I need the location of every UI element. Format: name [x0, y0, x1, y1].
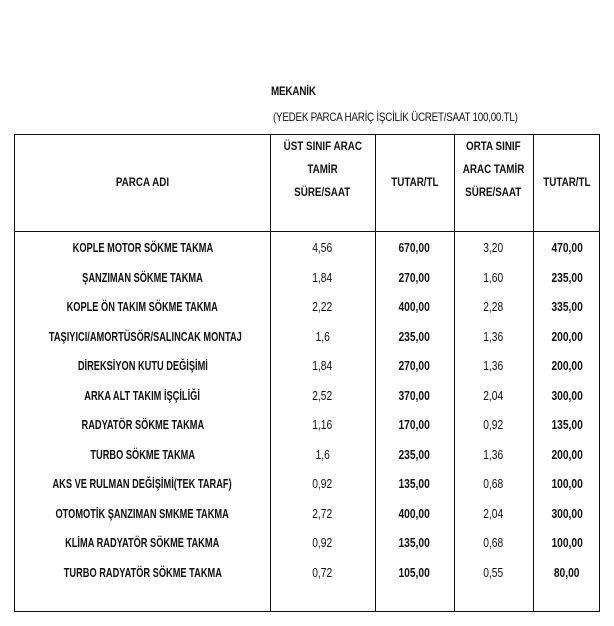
mid-class-time-cell: [454, 413, 533, 437]
upper-class-amount-cell: [375, 472, 454, 496]
upper-class-amount-cell-text: 400,00: [398, 506, 431, 521]
header-upper-class-time: ÜST SINIF ARAC TAMİR SÜRE/SAAT: [283, 139, 362, 199]
mid-class-amount-cell: [533, 443, 601, 467]
mid-class-time-cell-text: 1,36: [483, 329, 504, 344]
upper-class-time-cell: [270, 325, 375, 349]
mid-class-time-cell: [454, 236, 533, 260]
mid-class-amount-cell-text: 235,00: [551, 270, 583, 285]
page-subtitle: (YEDEK PARCA HARİÇ İŞCİLİK ÜCRET/SAAT 100,00.TL): [273, 110, 518, 124]
upper-class-time-cell: [270, 443, 375, 467]
upper-class-time-cell-text: 0,72: [312, 565, 333, 580]
header-upper-class-amount: TUTAR/TL: [390, 175, 439, 189]
part-name-cell: [15, 384, 270, 408]
table-row: [15, 266, 601, 290]
upper-class-time-cell-text: 1,6: [315, 447, 330, 462]
part-name-cell: [15, 502, 270, 526]
upper-class-time-cell: [270, 384, 375, 408]
mid-class-time-cell-text: 0,55: [483, 565, 504, 580]
mid-class-amount-cell-text: 100,00: [551, 536, 583, 550]
upper-class-time-cell: [270, 354, 375, 378]
page-title: MEKANİK: [271, 84, 316, 98]
upper-class-amount-cell-text: 135,00: [398, 477, 431, 491]
part-name-cell-text: KLİMA RADYATÖR SÖKME TAKMA: [65, 536, 220, 550]
upper-class-time-cell-text: 1,84: [312, 359, 333, 373]
upper-class-time-cell-text: 0,92: [312, 477, 333, 491]
table-row: [15, 502, 601, 526]
part-name-cell-text: TAŞIYICI/AMORTÜSÖR/SALINCAK MONTAJ: [48, 329, 242, 344]
mid-class-time-cell: [454, 354, 533, 378]
part-name-cell-text: OTOMOTİK ŞANZIMAN SMKME TAKMA: [55, 506, 230, 521]
upper-class-amount-cell-text: 235,00: [398, 329, 431, 344]
mid-class-time-cell: [454, 295, 533, 319]
mid-class-amount-cell-text: 200,00: [551, 329, 583, 344]
mid-class-amount-cell: [533, 266, 601, 290]
mid-class-time-cell-text: 2,04: [483, 506, 504, 521]
mid-class-amount-cell: [533, 384, 601, 408]
upper-class-time-cell: [270, 413, 375, 437]
upper-class-amount-cell-text: 235,00: [398, 447, 431, 462]
mid-class-time-cell: [454, 266, 533, 290]
mid-class-amount-cell: [533, 236, 601, 260]
upper-class-time-cell-text: 2,72: [312, 506, 333, 521]
table-row: [15, 413, 601, 437]
mid-class-amount-cell-text: 335,00: [551, 300, 583, 314]
upper-class-time-cell-text: 1,6: [315, 329, 330, 344]
mid-class-time-cell: [454, 384, 533, 408]
upper-class-amount-cell-text: 135,00: [398, 536, 431, 550]
upper-class-amount-cell: [375, 561, 454, 585]
mid-class-time-cell: [454, 325, 533, 349]
part-name-cell-text: ŞANZIMAN SÖKME TAKMA: [82, 270, 203, 285]
upper-class-amount-cell: [375, 502, 454, 526]
table-row: [15, 472, 601, 496]
part-name-cell: [15, 236, 270, 260]
part-name-cell-text: TURBO RADYATÖR SÖKME TAKMA: [63, 565, 222, 580]
upper-class-amount-cell-text: 270,00: [398, 270, 431, 285]
mid-class-amount-cell-text: 470,00: [551, 241, 583, 255]
part-name-cell-text: KOPLE ÖN TAKIM SÖKME TAKMA: [66, 300, 219, 314]
part-name-cell-text: DİREKSİYON KUTU DEĞİŞİMİ: [77, 359, 208, 373]
mid-class-amount-cell: [533, 531, 601, 555]
header-divider: [15, 231, 599, 232]
upper-class-time-cell-text: 2,52: [312, 388, 333, 403]
upper-class-amount-cell: [375, 325, 454, 349]
mid-class-time-cell-text: 1,36: [483, 359, 504, 373]
mid-class-time-cell-text: 0,92: [483, 418, 504, 432]
mid-class-time-cell-text: 3,20: [483, 241, 504, 255]
mid-class-amount-cell: [533, 354, 601, 378]
table-row: [15, 354, 601, 378]
mid-class-time-cell: [454, 561, 533, 585]
upper-class-amount-cell-text: 670,00: [398, 241, 431, 255]
upper-class-time-cell-text: 2,22: [312, 300, 333, 314]
mid-class-amount-cell-text: 200,00: [551, 447, 583, 462]
part-name-cell: [15, 413, 270, 437]
upper-class-amount-cell: [375, 236, 454, 260]
table-row: [15, 236, 601, 260]
table-row: [15, 325, 601, 349]
upper-class-amount-cell-text: 400,00: [398, 300, 431, 314]
mid-class-amount-cell-text: 300,00: [551, 506, 583, 521]
mid-class-time-cell-text: 0,68: [483, 477, 504, 491]
upper-class-time-cell: [270, 531, 375, 555]
part-name-cell-text: KOPLE MOTOR SÖKME TAKMA: [72, 241, 213, 255]
upper-class-amount-cell: [375, 413, 454, 437]
mid-class-amount-cell-text: 300,00: [551, 388, 583, 403]
part-name-cell-text: RADYATÖR SÖKME TAKMA: [81, 418, 204, 432]
upper-class-amount-cell-text: 105,00: [398, 565, 431, 580]
upper-class-time-cell-text: 1,84: [312, 270, 333, 285]
upper-class-time-cell-text: 0,92: [312, 536, 333, 550]
part-name-cell-text: AKS VE RULMAN DEĞİŞİMİ(TEK TARAF): [52, 477, 233, 491]
mid-class-amount-cell: [533, 472, 601, 496]
upper-class-amount-cell: [375, 266, 454, 290]
mid-class-time-cell-text: 1,60: [483, 270, 504, 285]
part-name-cell: [15, 295, 270, 319]
upper-class-time-cell: [270, 561, 375, 585]
part-name-cell: [15, 443, 270, 467]
mid-class-time-cell: [454, 472, 533, 496]
mid-class-time-cell-text: 2,28: [483, 300, 504, 314]
part-name-cell: [15, 325, 270, 349]
upper-class-amount-cell: [375, 531, 454, 555]
mid-class-amount-cell-text: 135,00: [551, 418, 583, 432]
part-name-cell: [15, 472, 270, 496]
mid-class-amount-cell-text: 100,00: [551, 477, 583, 491]
mid-class-time-cell-text: 2,04: [483, 388, 504, 403]
upper-class-amount-cell-text: 170,00: [398, 418, 431, 432]
labor-price-table: [14, 134, 600, 612]
upper-class-time-cell: [270, 472, 375, 496]
header-mid-class-amount: TUTAR/TL: [543, 175, 591, 189]
mid-class-time-cell: [454, 531, 533, 555]
table-row: [15, 384, 601, 408]
upper-class-time-cell: [270, 502, 375, 526]
upper-class-time-cell-text: 1,16: [312, 418, 333, 432]
upper-class-amount-cell: [375, 354, 454, 378]
upper-class-time-cell: [270, 295, 375, 319]
table-row: [15, 295, 601, 319]
table-row: [15, 531, 601, 555]
part-name-cell: [15, 354, 270, 378]
upper-class-time-cell: [270, 236, 375, 260]
upper-class-amount-cell-text: 270,00: [398, 359, 431, 373]
mid-class-time-cell-text: 0,68: [483, 536, 504, 550]
part-name-cell-text: TURBO SÖKME TAKMA: [90, 447, 195, 462]
header-part-name: PARCA ADI: [115, 175, 170, 189]
table-row: [15, 443, 601, 467]
upper-class-amount-cell: [375, 443, 454, 467]
part-name-cell: [15, 561, 270, 585]
mid-class-time-cell: [454, 502, 533, 526]
mid-class-amount-cell: [533, 502, 601, 526]
table-row: [15, 561, 601, 585]
upper-class-amount-cell: [375, 295, 454, 319]
part-name-cell-text: ARKA ALT TAKIM İŞÇİLİĞİ: [84, 388, 201, 403]
upper-class-time-cell: [270, 266, 375, 290]
mid-class-amount-cell-text: 80,00: [554, 565, 580, 580]
header-mid-class-time: ORTA SINIF ARAC TAMİR SÜRE/SAAT: [462, 139, 525, 199]
mid-class-time-cell-text: 1,36: [483, 447, 504, 462]
mid-class-amount-cell-text: 200,00: [551, 359, 583, 373]
upper-class-amount-cell: [375, 384, 454, 408]
mid-class-amount-cell: [533, 413, 601, 437]
part-name-cell: [15, 266, 270, 290]
upper-class-time-cell-text: 4,56: [312, 241, 333, 255]
upper-class-amount-cell-text: 370,00: [398, 388, 431, 403]
mid-class-amount-cell: [533, 561, 601, 585]
mid-class-amount-cell: [533, 325, 601, 349]
mid-class-amount-cell: [533, 295, 601, 319]
mid-class-time-cell: [454, 443, 533, 467]
part-name-cell: [15, 531, 270, 555]
